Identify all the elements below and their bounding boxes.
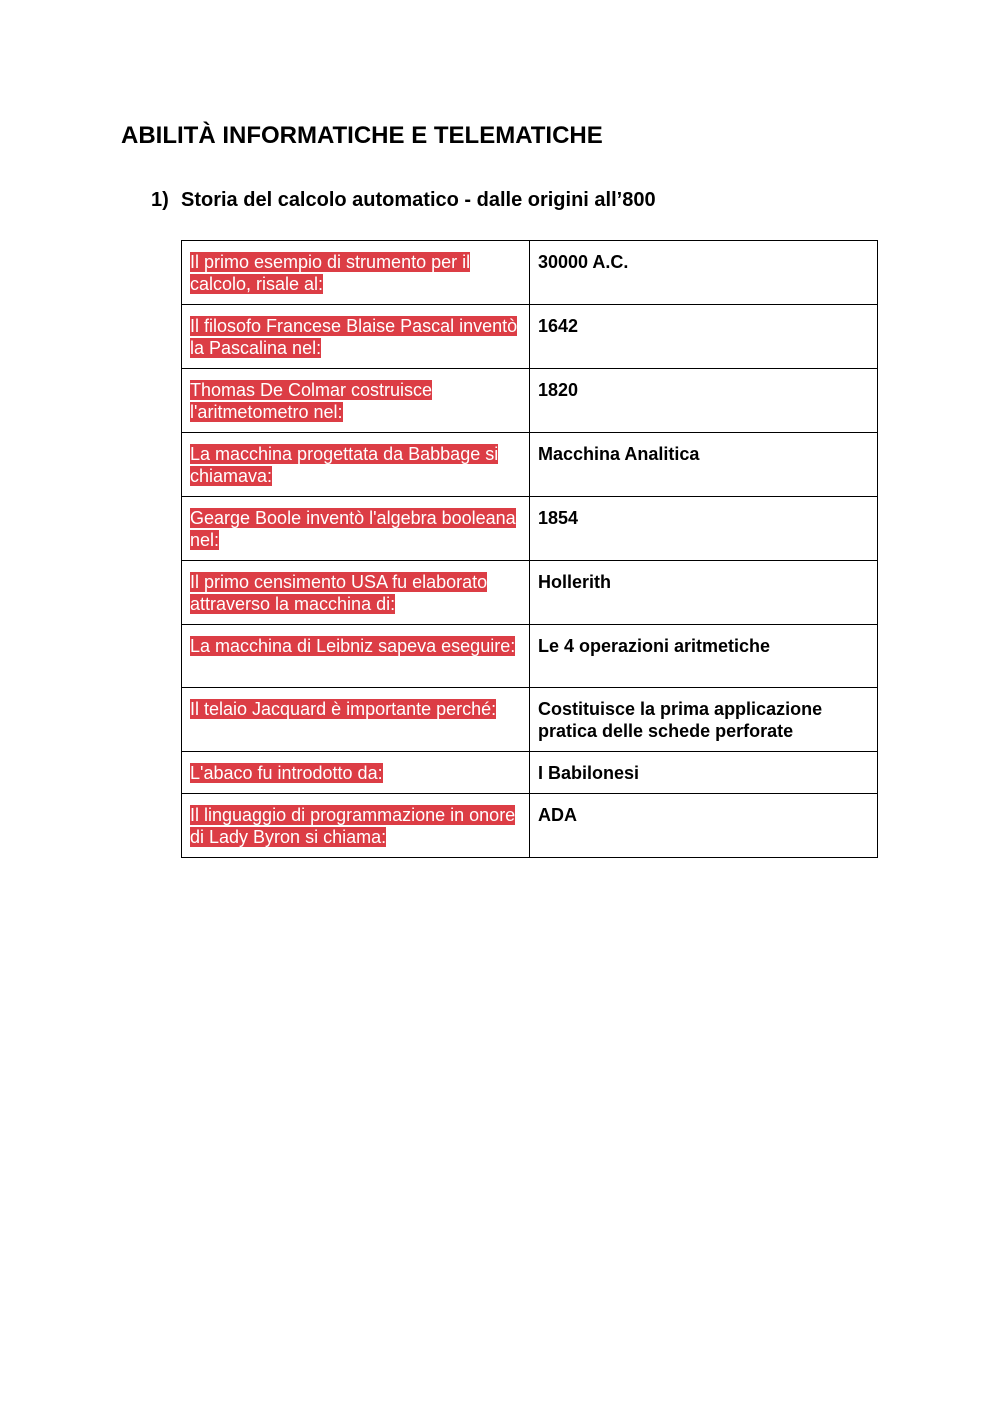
question-cell [182, 241, 530, 305]
answer-cell: I Babilonesi [530, 752, 878, 794]
question-cell [182, 305, 530, 369]
table-row [182, 497, 878, 561]
qa-table [181, 240, 878, 858]
document-title: ABILITÀ INFORMATICHE E TELEMATICHE [121, 122, 603, 149]
table-row [182, 752, 878, 794]
question-text: Thomas De Colmar costruisce l'aritmetometro nel: [190, 380, 433, 422]
question-text: La macchina di Leibniz sapeva eseguire: [190, 636, 516, 656]
question-text: La macchina progettata da Babbage si chiamava: [190, 444, 499, 486]
question-text: Il primo esempio di strumento per il calcolo, risale al: [190, 252, 471, 294]
table-row [182, 561, 878, 625]
answer-cell: ADA [530, 794, 878, 858]
answer-cell: 1820 [530, 369, 878, 433]
table-row [182, 241, 878, 305]
question-text: Gearge Boole inventò l'algebra booleana nel: [190, 508, 516, 550]
answer-cell: Costituisce la prima applicazione pratica delle schede perforate [530, 688, 878, 752]
question-text: L'abaco fu introdotto da: [190, 763, 383, 783]
answer-cell: 1854 [530, 497, 878, 561]
question-cell [182, 561, 530, 625]
section-number: 1) [151, 189, 169, 211]
question-text: Il linguaggio di programmazione in onore di Lady Byron si chiama: [190, 805, 516, 847]
answer-cell: 30000 A.C. [530, 241, 878, 305]
question-cell [182, 433, 530, 497]
question-cell [182, 625, 530, 688]
question-text: Il filosofo Francese Blaise Pascal inventò la Pascalina nel: [190, 316, 518, 358]
question-text: Il telaio Jacquard è importante perché: [190, 699, 497, 719]
answer-cell: Le 4 operazioni aritmetiche [530, 625, 878, 688]
answer-cell: Hollerith [530, 561, 878, 625]
question-text: Il primo censimento USA fu elaborato attraverso la macchina di: [190, 572, 488, 614]
table-row [182, 794, 878, 858]
table-row [182, 305, 878, 369]
table-row [182, 369, 878, 433]
question-cell [182, 794, 530, 858]
answer-cell: 1642 [530, 305, 878, 369]
question-cell [182, 688, 530, 752]
section-heading-text: Storia del calcolo automatico - dalle origini all’800 [181, 189, 656, 211]
question-cell [182, 497, 530, 561]
table-row [182, 688, 878, 752]
table-row [182, 433, 878, 497]
table-row [182, 625, 878, 688]
question-cell [182, 369, 530, 433]
section-heading [151, 186, 656, 214]
question-cell [182, 752, 530, 794]
answer-cell: Macchina Analitica [530, 433, 878, 497]
